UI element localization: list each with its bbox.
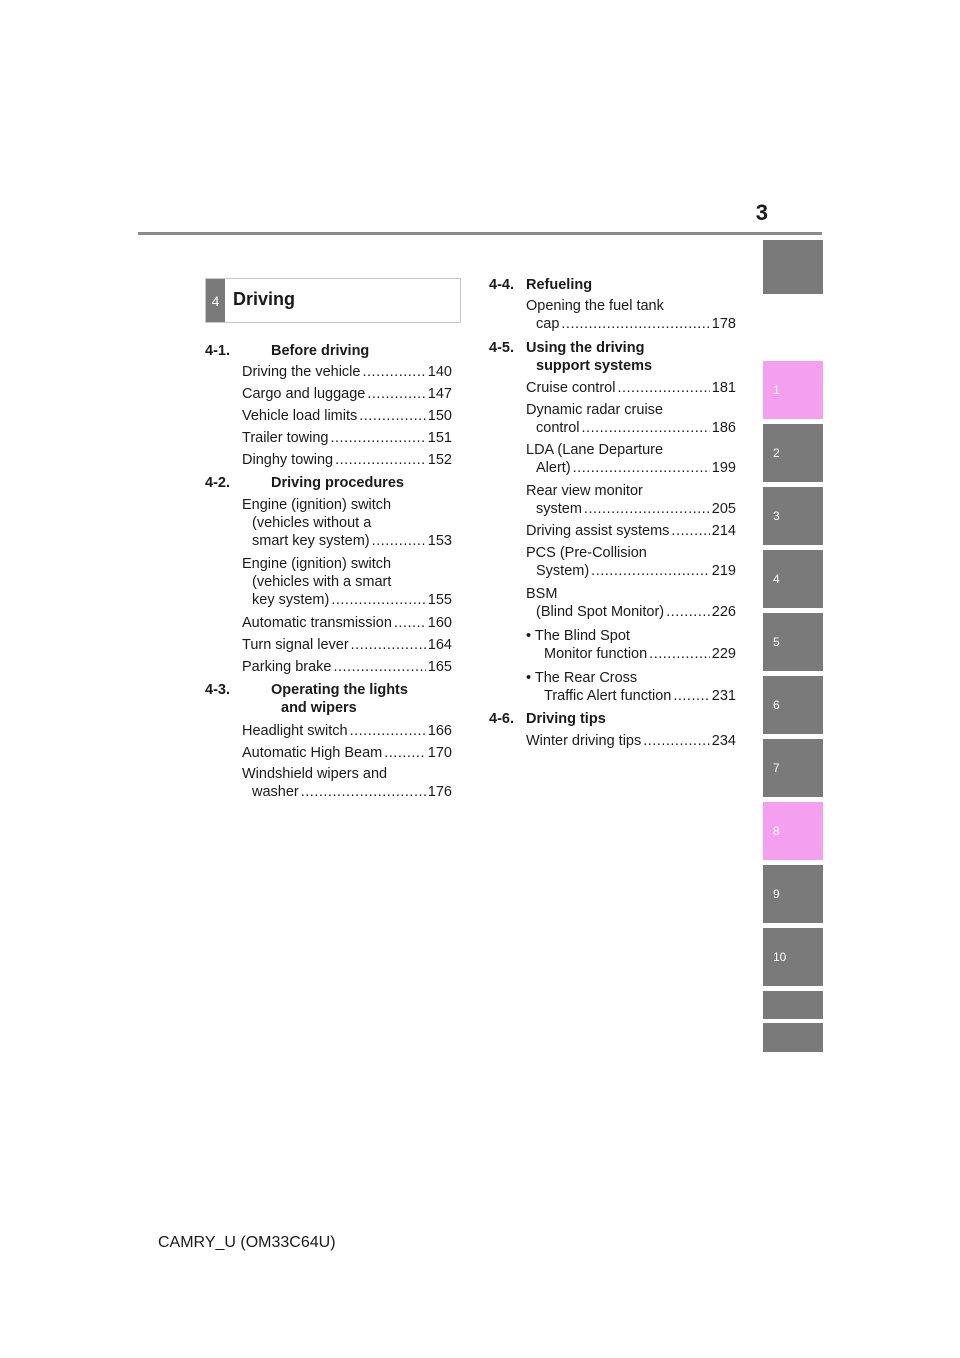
toc-entry[interactable]: LDA (Lane Departure Alert) ..... 199 [526, 441, 736, 477]
page-ref: 178 [711, 316, 736, 332]
chapter-tab-extra[interactable] [763, 1023, 823, 1052]
toc-entry[interactable]: Vehicle load limits ..... 150 [242, 407, 452, 425]
page-ref: 147 [427, 386, 452, 402]
chapter-tab[interactable] [763, 240, 823, 294]
toc-entry[interactable]: Engine (ignition) switch (vehicles without a smart key system) ..... 153 [242, 496, 452, 550]
chapter-tab-3[interactable]: 3 [763, 487, 823, 545]
toc-entry[interactable]: Headlight switch ..... 166 [242, 722, 452, 740]
group-heading: 4-4. [489, 277, 514, 293]
leader-dots [350, 722, 426, 740]
page-ref: 219 [711, 563, 736, 579]
toc-entry[interactable]: Parking brake ..... 165 [242, 658, 452, 676]
group-title[interactable]: Refueling [526, 277, 593, 293]
toc-entry[interactable]: PCS (Pre-Collision System) ..... 219 [526, 544, 736, 580]
leader-dots [673, 687, 709, 705]
page-number: 3 [755, 200, 768, 225]
leader-dots [582, 419, 710, 437]
page-ref: 150 [427, 408, 452, 424]
chapter-tab-2[interactable]: 2 [763, 424, 823, 482]
page-ref: 152 [427, 452, 452, 468]
toc-entry[interactable]: Winter driving tips ..... 234 [526, 732, 736, 750]
group-title[interactable]: Operating the lights [271, 682, 408, 698]
leader-dots [649, 645, 710, 663]
page-ref: 151 [427, 430, 452, 446]
toc-entry[interactable]: Automatic transmission ..... 160 [242, 614, 452, 632]
page-ref: 164 [427, 637, 452, 653]
chapter-tab-8[interactable]: 8 [763, 802, 823, 860]
chapter-tab-5[interactable]: 5 [763, 613, 823, 671]
chapter-tab-6[interactable]: 6 [763, 676, 823, 734]
page-ref: 170 [427, 745, 452, 761]
toc-entry[interactable]: Trailer towing ..... 151 [242, 429, 452, 447]
page-ref: 155 [427, 592, 452, 608]
toc-entry[interactable]: Dinghy towing ..... 152 [242, 451, 452, 469]
leader-dots [671, 522, 709, 540]
group-heading: 4-6. [489, 711, 514, 727]
group-title[interactable]: Before driving [271, 343, 370, 359]
chapter-tab-10[interactable]: 10 [763, 928, 823, 986]
chapter-tab-7[interactable]: 7 [763, 739, 823, 797]
leader-dots [666, 603, 710, 621]
toc-entry[interactable]: Engine (ignition) switch (vehicles with a smart key system) ..... 155 [242, 555, 452, 609]
leader-dots [394, 614, 426, 632]
leader-dots [335, 451, 426, 469]
page-ref: 199 [711, 460, 736, 476]
leader-dots [643, 732, 710, 750]
page-ref: 234 [711, 733, 736, 749]
chapter-tab-1[interactable]: 1 [763, 361, 823, 419]
group-title[interactable]: Driving tips [526, 711, 606, 727]
toc-entry[interactable]: Turn signal lever ..... 164 [242, 636, 452, 654]
leader-dots [359, 407, 426, 425]
group-heading: 4-1. [205, 343, 230, 359]
toc-entry[interactable]: Rear view monitor system ..... 205 [526, 482, 736, 518]
page-ref: 153 [427, 533, 452, 549]
page-ref: 231 [711, 688, 736, 704]
page-ref: 226 [711, 604, 736, 620]
page-ref: 186 [711, 420, 736, 436]
leader-dots [561, 315, 709, 333]
leader-dots [367, 385, 425, 403]
toc-entry[interactable]: Automatic High Beam ..... 170 [242, 744, 452, 762]
group-title[interactable]: and wipers [281, 700, 357, 716]
leader-dots [351, 636, 426, 654]
leader-dots [584, 500, 710, 518]
toc-entry[interactable]: Windshield wipers and washer ..... 176 [242, 765, 452, 801]
group-heading: 4-5. [489, 340, 514, 356]
page-ref: 181 [711, 380, 736, 396]
toc-entry[interactable]: Opening the fuel tank cap ..... 178 [526, 297, 736, 333]
page-ref: 165 [427, 659, 452, 675]
group-heading: 4-2. [205, 475, 230, 491]
group-title[interactable]: support systems [536, 358, 653, 374]
chapter-tab-index[interactable] [763, 991, 823, 1019]
group-title[interactable]: Driving procedures [271, 475, 404, 491]
page-ref: 205 [711, 501, 736, 517]
page-ref: 160 [427, 615, 452, 631]
leader-dots [301, 783, 426, 801]
header-rule [138, 232, 822, 235]
toc-entry[interactable]: Cruise control ..... 181 [526, 379, 736, 397]
page-ref: 229 [711, 646, 736, 662]
section-title: Driving [233, 289, 296, 309]
toc-entry[interactable]: Cargo and luggage ..... 147 [242, 385, 452, 403]
chapter-tab-4[interactable]: 4 [763, 550, 823, 608]
leader-dots [384, 744, 426, 762]
toc-entry[interactable]: Dynamic radar cruise control ..... 186 [526, 401, 736, 437]
leader-dots [331, 429, 426, 447]
leader-dots [573, 459, 710, 477]
group-heading: 4-3. [205, 682, 230, 698]
page-ref: 176 [427, 784, 452, 800]
leader-dots [331, 591, 425, 609]
chapter-tab-9[interactable]: 9 [763, 865, 823, 923]
leader-dots [617, 379, 709, 397]
page-ref: 140 [427, 364, 452, 380]
leader-dots [372, 532, 426, 550]
group-title[interactable]: Using the driving [526, 340, 645, 356]
toc-entry[interactable]: BSM (Blind Spot Monitor) ..... 226 [526, 585, 736, 621]
section-header [205, 278, 461, 323]
leader-dots [333, 658, 425, 676]
leader-dots [591, 562, 710, 580]
document-code: CAMRY_U (OM33C64U) [158, 1234, 336, 1251]
leader-dots [362, 363, 425, 381]
page-ref: 214 [711, 523, 736, 539]
toc-entry[interactable]: Driving assist systems ..... 214 [526, 522, 736, 540]
toc-entry[interactable]: • The Blind Spot Monitor function ..... 229 [526, 627, 736, 663]
section-number: 4 [206, 279, 225, 322]
page-ref: 166 [427, 723, 452, 739]
toc-entry[interactable]: Driving the vehicle ..... 140 [242, 363, 452, 381]
toc-entry[interactable]: • The Rear Cross Traffic Alert function ..... 231 [526, 669, 736, 705]
